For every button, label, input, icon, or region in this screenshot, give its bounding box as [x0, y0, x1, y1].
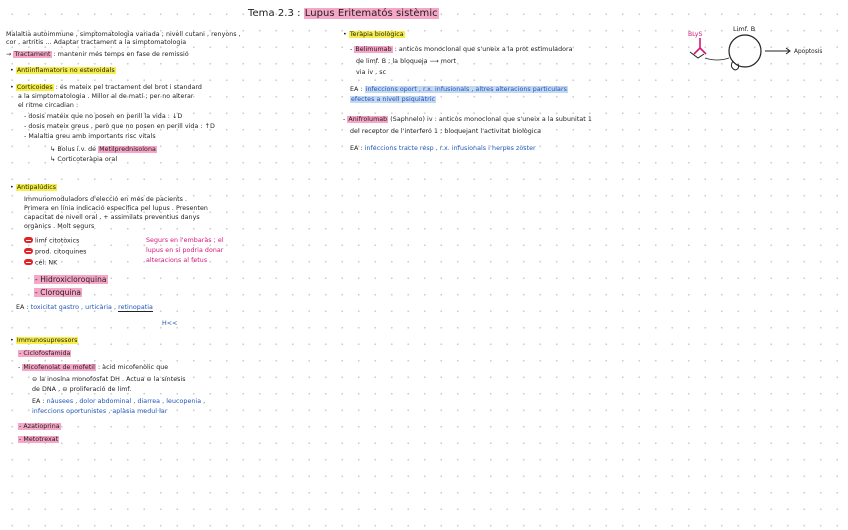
treatment-label: Tractament: [14, 51, 51, 58]
blys-molecule-icon: [694, 38, 706, 54]
ea-prefix: EA :: [32, 398, 47, 405]
corticoides-bullet-1: - dosis mateix que no posen en perill la vida : ↓D: [24, 113, 183, 120]
metotrexat-label: - Metotrexat: [19, 436, 59, 443]
aine-label: Antiinflamatoris no esteroidals: [16, 67, 115, 74]
dash: -: [18, 364, 23, 371]
arrow-to-cell: [705, 58, 729, 60]
pregnancy-note-3: alteracions al fetus: [146, 257, 208, 264]
title-highlight: Lupus Eritematós sistèmic: [304, 8, 438, 19]
ea-items: toxicitat gastro , urticària ,: [30, 304, 117, 311]
belimumab-text-2: de limf. B ; la bloqueja ⟶ mort: [356, 58, 457, 65]
b-cell-circle: [729, 35, 761, 67]
retinopatia-note: H<<: [162, 320, 178, 327]
treatment-text: : mantenir més temps en fase de remissió: [51, 51, 189, 58]
biologica-label: Teràpia biològica: [349, 31, 404, 38]
micofenolat-ea-2: infeccions oportunistes , aplàsia medul·lar: [32, 408, 168, 415]
antipaludics-text-2: Primera en línia indicació específica pel lupus . Presenten: [24, 205, 208, 212]
ea-prefix: EA :: [350, 145, 365, 152]
bullet-icon: •: [10, 337, 16, 344]
sub-1-prefix: ↳ Bolus i.v. de: [50, 146, 99, 153]
antipaludics-text-3: capacitat de nivell oral , + assimilats preventius danys: [24, 214, 200, 221]
micofenolat-label: Micofenolat de mofetil: [23, 364, 95, 371]
corticoides-sub-2: ↳ Corticoteràpia oral: [50, 156, 118, 163]
belimumab-ea-1: infeccions oport , r.x. infusionals , altres alteracions particulars: [365, 86, 567, 93]
dash: -: [343, 116, 348, 123]
antipaludics-item-2-label: prod. citoquines: [35, 248, 87, 256]
dash: -: [350, 46, 355, 53]
title-prefix: Tema 2.3 :: [248, 8, 304, 19]
ea-prefix: EA :: [16, 304, 31, 311]
micofenolat-ea-1: nàusees , dolor abdominal , diarrea , leucopenia ,: [46, 398, 206, 405]
micofenolat-text-3: de DNA , ⊖ proliferació de limf.: [32, 386, 132, 393]
bullet-icon: •: [10, 184, 16, 191]
antipaludics-item-1-label: limf citotòxics: [35, 237, 80, 245]
cloroquina-label: - Cloroquina: [35, 288, 82, 297]
corticoides-bullet-2: - dosis mateix greus , però que no posen en perill vida : ↑D: [24, 123, 215, 130]
arrow-icon: →: [6, 51, 12, 58]
anifrolumab-text-1: (Saphnelo) iv : anticòs monoclonal que s'uneix a la subunitat 1: [388, 116, 592, 123]
bullet-icon: •: [10, 84, 16, 91]
ciclofosfamida-label: - Ciclofosfamida: [19, 350, 71, 357]
ea-prefix: EA :: [350, 86, 365, 93]
metilprednisolona: Metilprednisolona: [99, 146, 156, 153]
anifrolumab-ea-text: infeccions tracte resp , r.x. infusionals i herpes zòster: [364, 145, 536, 152]
corticoides-text-3: el ritme circadian :: [18, 102, 79, 109]
apoptosis-label: Apoptosis: [794, 49, 823, 55]
corticoides-label: Corticoides: [16, 84, 53, 91]
ea-retinopatia: retinopatia: [118, 304, 153, 311]
belimumab-text-1: : anticòs monoclonal que s'uneix a la prot estimuladora: [392, 46, 573, 53]
belimumab-ea-2: efectes a nivell psiquiàtric: [351, 96, 436, 103]
antipaludics-text-4: orgànics . Molt segurs: [24, 223, 95, 230]
intro-line-2: cor , artritis ... Adaptar tractament a la simptomatologia: [6, 39, 187, 46]
micofenolat-text-2: ⊖ la inosina monofosfat DH . Actua ⊖ la síntesis: [32, 376, 186, 383]
immunosupressors-label: Immunosupressors: [16, 337, 78, 344]
bullet-icon: •: [343, 31, 349, 38]
anifrolumab-text-2: del receptor de l'interferó 1 ; bloquejant l'activitat biològica: [350, 128, 542, 135]
belimumab-label: Belimumab: [355, 46, 392, 53]
antipaludics-label: Antipalúdics: [16, 184, 57, 191]
corticoides-text-2: a la simptomatologia . Millor al de matí ; per no alterar: [18, 93, 194, 100]
blys-label: BLyS: [688, 31, 703, 38]
antibody-icon: [690, 52, 704, 58]
azatioprina-label: - Azatioprina: [19, 423, 60, 430]
intro-line-1: Malaltia autoimmune , simptomatologia variada ; nivell cutani , renyons ,: [6, 31, 241, 38]
hidroxicloroquina-label: - Hidroxicloroquina: [35, 275, 107, 284]
micofenolat-text: : àcid micofenòlic que: [95, 364, 169, 371]
pregnancy-note-1: Segurs en l'embaràs ; el: [146, 237, 224, 244]
anifrolumab-label: Anifrolumab: [348, 116, 388, 123]
limf-b-label: Limf. B: [733, 25, 756, 33]
antipaludics-item-3-label: cél. NK: [35, 259, 58, 267]
corticoides-text-1: : és mateix pel tractament del brot i standard: [53, 84, 202, 91]
pregnancy-note-2: lupus en sí podria donar: [146, 247, 224, 254]
belimumab-text-3: via iv , sc: [356, 69, 387, 76]
corticoides-bullet-3: - Malaltia greu amb importants risc vitals: [24, 133, 156, 140]
bullet-icon: •: [10, 67, 16, 74]
antipaludics-text-1: Immunomoduladors d'elecció en més de pacients .: [24, 196, 188, 203]
